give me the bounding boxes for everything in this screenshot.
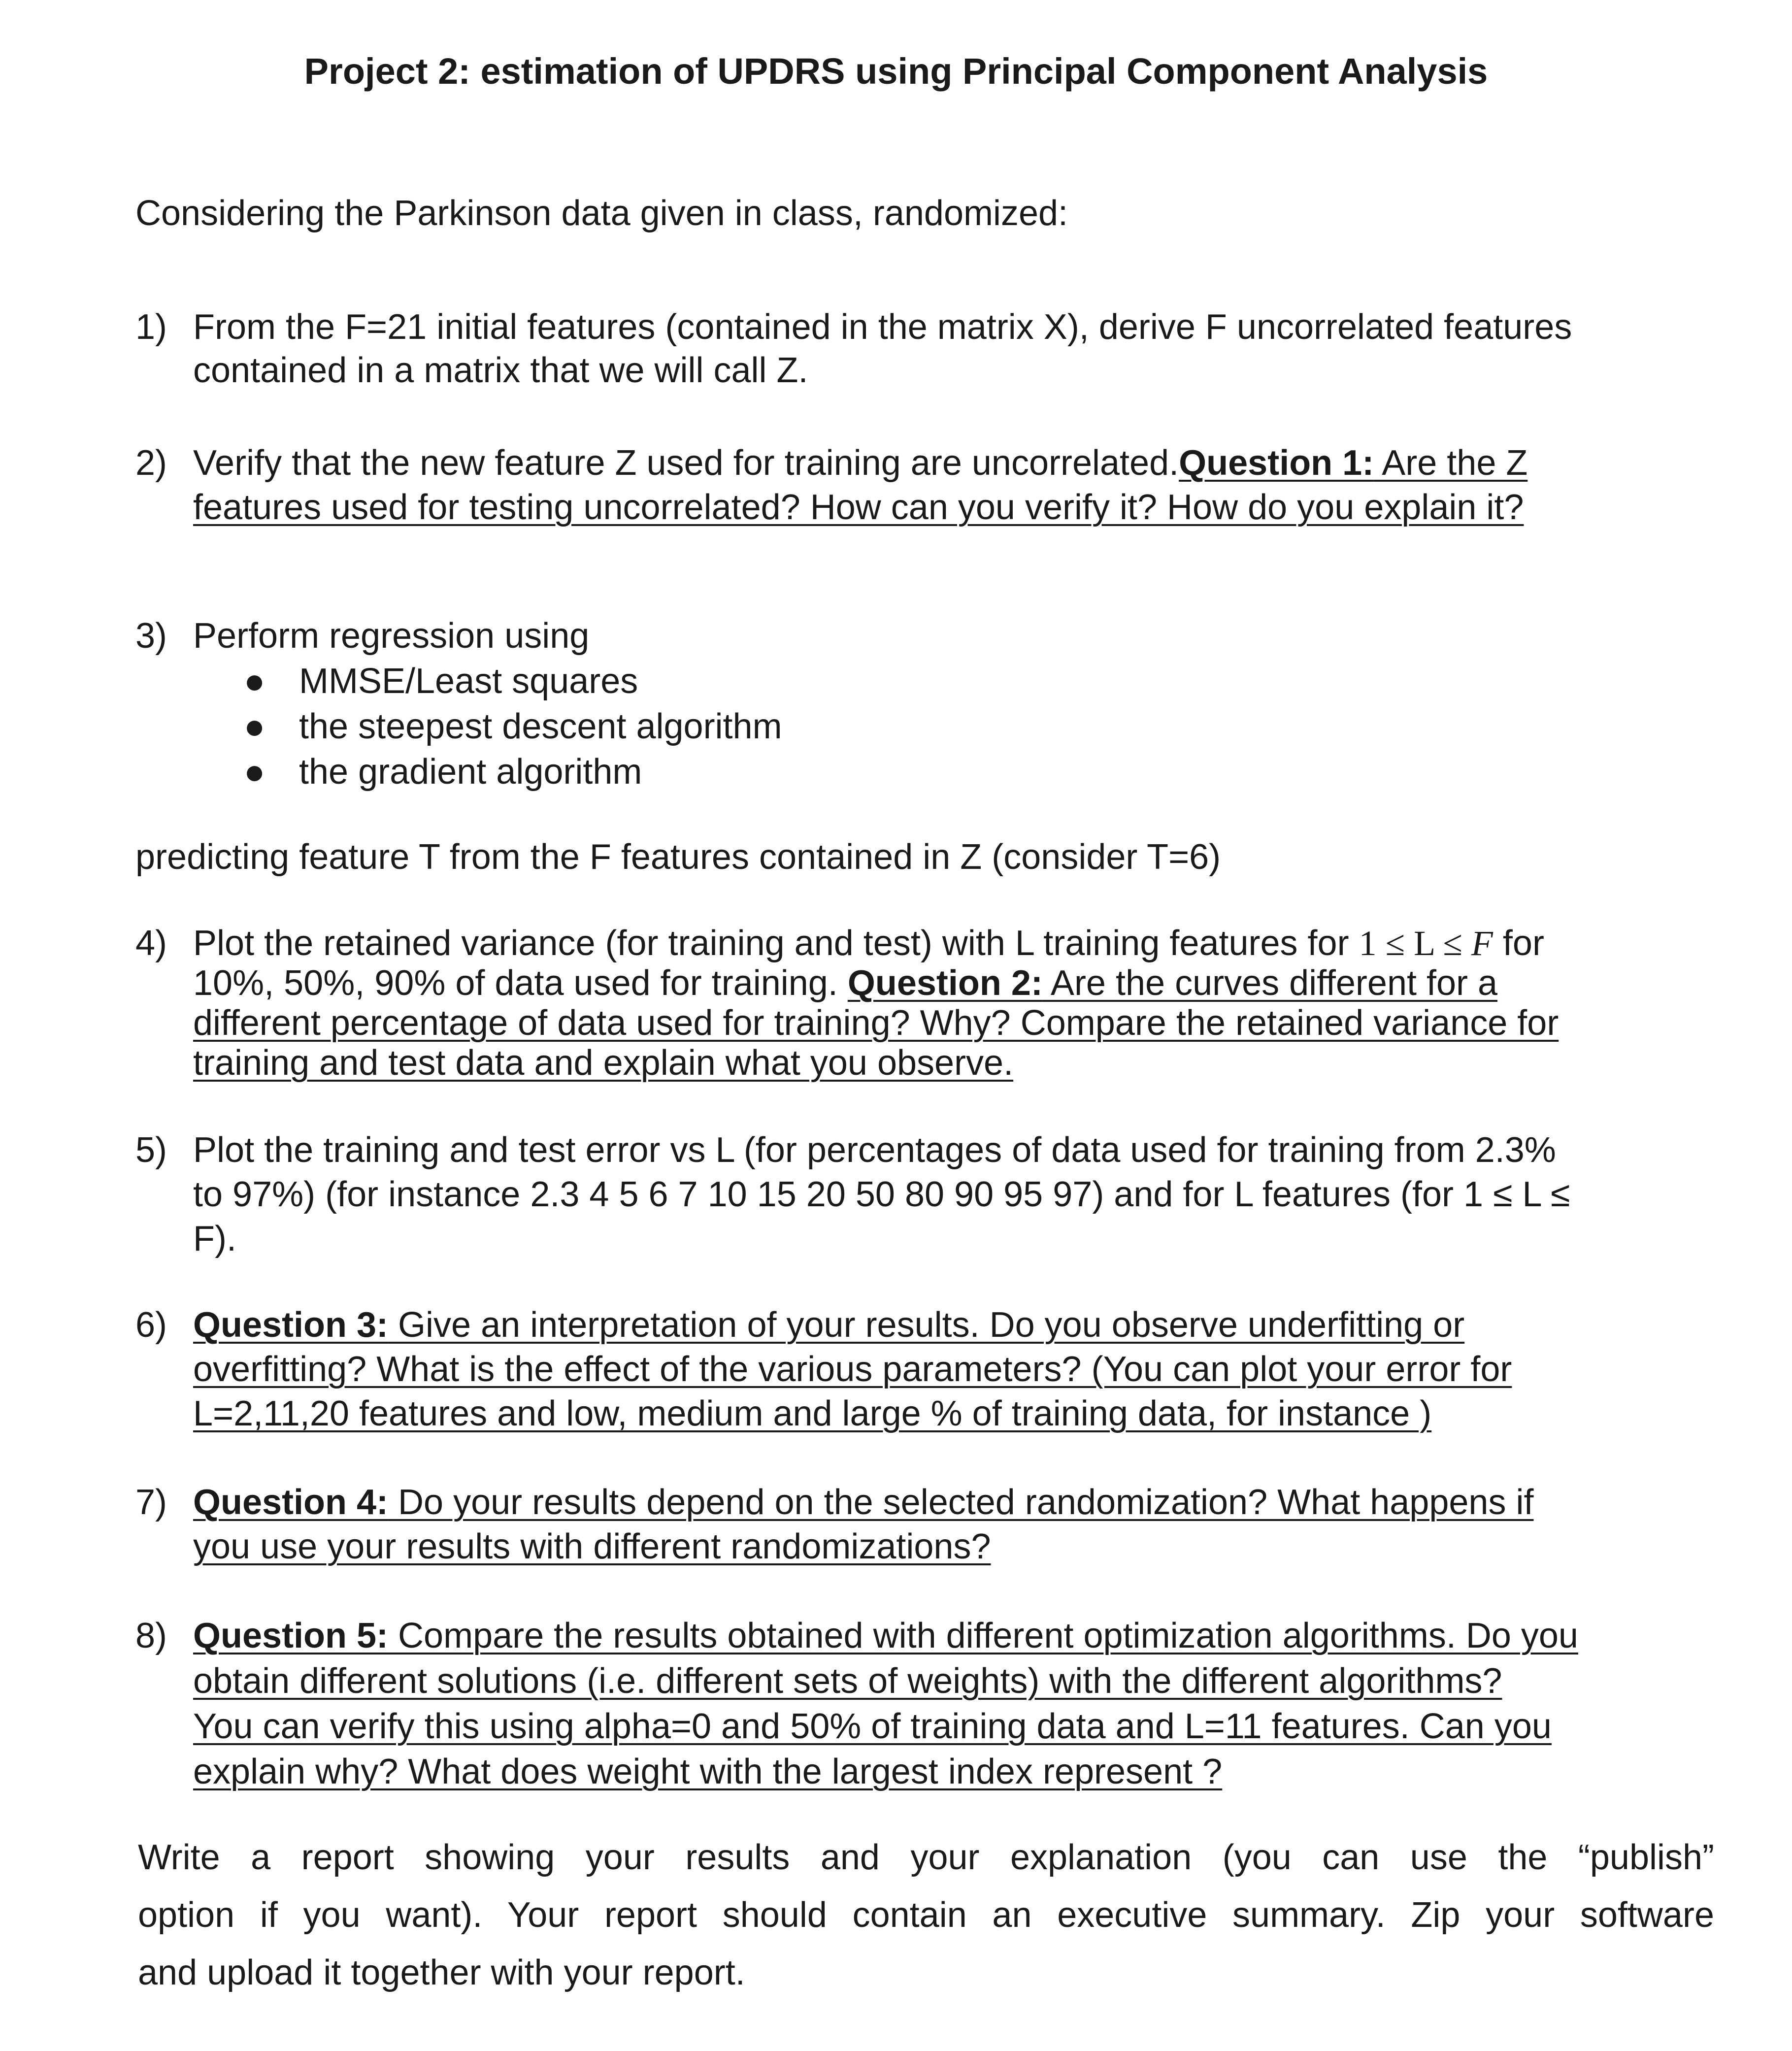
item-4 xyxy=(135,924,1682,1083)
item-1 xyxy=(135,305,1682,392)
item-8 xyxy=(135,1613,1682,1794)
question-2-heading: Question 2: Are the curves different for a xyxy=(847,963,1498,1003)
item-5-line-3: F). xyxy=(193,1219,236,1258)
page-title: Project 2: estimation of UPDRS using Principal Component Analysis xyxy=(304,51,1488,92)
predicting-text: predicting feature T from the F features contained in Z (consider T=6) xyxy=(135,837,1221,877)
item-number: 7) xyxy=(135,1483,167,1522)
item-2-line-2: features used for testing uncorrelated? How can you verify it? How do you explain it? xyxy=(193,488,1524,527)
question-2-label: Question 2: xyxy=(847,963,1043,1003)
item-1-line-2: contained in a matrix that we will call Z. xyxy=(193,351,808,390)
bullet-icon: ● xyxy=(244,662,265,701)
item-6-line-3: L=2,11,20 features and low, medium and large % of training data, for instance ) xyxy=(193,1394,1432,1433)
item-6-line-2: overfitting? What is the effect of the various parameters? (You can plot your error for xyxy=(193,1350,1512,1389)
item-5-line-1: Plot the training and test error vs L (for percentages of data used for training from 2.3% xyxy=(193,1130,1556,1170)
item-8-line-2: obtain different solutions (i.e. different sets of weights) with the different algorithms? xyxy=(193,1661,1502,1701)
item-number: 1) xyxy=(135,307,167,347)
item-2-line-1 xyxy=(193,441,1682,485)
item-4-line-2: 10%, 50%, 90% of data used for training. Question 2: Are the curves different for a xyxy=(193,963,1498,1003)
item-7-line-2: you use your results with different randomizations? xyxy=(193,1527,991,1566)
question-4-label: Question 4: xyxy=(193,1483,389,1522)
item-8-line-3: You can verify this using alpha=0 and 50% of training data and L=11 features. Can you xyxy=(193,1707,1552,1746)
item-number: 3) xyxy=(135,616,167,656)
bullet-icon: ● xyxy=(244,752,265,792)
item-3 xyxy=(135,613,1682,794)
item-6-line-1: Question 3: Give an interpretation of your results. Do you observe underfitting or xyxy=(193,1305,1465,1345)
item-number: 2) xyxy=(135,443,167,483)
report-line-2: option if you want). Your report should contain an executive summary. Zip your software xyxy=(138,1895,1714,1935)
item-8-line-1: Question 5: Compare the results obtained with different optimization algorithms. Do you xyxy=(193,1616,1578,1655)
question-1-heading xyxy=(1179,443,1527,483)
item-8-line-4: explain why? What does weight with the largest index represent ? xyxy=(193,1752,1223,1791)
item-2-pre: Verify that the new feature Z used for training are uncorrelated. xyxy=(193,443,1179,483)
item-2 xyxy=(135,441,1682,529)
item-6 xyxy=(135,1303,1682,1436)
item-7 xyxy=(135,1480,1682,1569)
item-number: 8) xyxy=(135,1616,167,1655)
item-4-line-1: Plot the retained variance (for training and test) with L training features for 1 ≤ L ≤ F for xyxy=(193,924,1544,963)
question-3-label: Question 3: xyxy=(193,1305,389,1345)
item-number: 6) xyxy=(135,1305,167,1345)
question-1-text-start: Are the Z xyxy=(1374,443,1528,483)
question-1-label: Question 1: xyxy=(1179,443,1374,483)
regression-methods-list xyxy=(193,659,1682,794)
report-line-3: and upload it together with your report. xyxy=(138,1953,745,1992)
list-item: ● MMSE/Least squares xyxy=(193,659,1682,704)
item-5 xyxy=(135,1128,1682,1261)
question-5-label: Question 5: xyxy=(193,1616,389,1655)
intro-text: Considering the Parkinson data given in class, randomized: xyxy=(135,194,1068,233)
bullet-icon: ● xyxy=(244,707,265,746)
range-expression: 1 ≤ L ≤ F xyxy=(1359,924,1493,963)
item-4-line-4: training and test data and explain what you observe. xyxy=(193,1043,1014,1083)
item-5-line-2: to 97%) (for instance 2.3 4 5 6 7 10 15 20 50 80 90 95 97) and for L features (for 1 ≤ L ≤ xyxy=(193,1175,1570,1214)
item-3-lead: Perform regression using xyxy=(193,616,590,656)
item-number: 4) xyxy=(135,924,167,963)
item-4-line-3: different percentage of data used for training? Why? Compare the retained variance for xyxy=(193,1003,1559,1043)
report-line-1: Write a report showing your results and your explanation (you can use the “publish” xyxy=(138,1838,1714,1877)
list-item: ● the gradient algorithm xyxy=(193,749,1682,794)
item-7-line-1: Question 4: Do your results depend on the selected randomization? What happens if xyxy=(193,1483,1534,1522)
item-1-line-1: From the F=21 initial features (contained in the matrix X), derive F uncorrelated features xyxy=(193,307,1572,347)
item-number: 5) xyxy=(135,1130,167,1170)
list-item: ● the steepest descent algorithm xyxy=(193,704,1682,749)
report-instructions xyxy=(138,1829,1714,2002)
